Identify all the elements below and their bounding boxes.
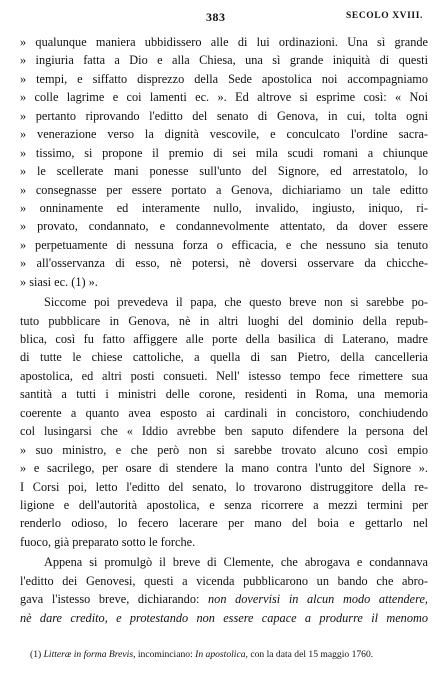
text-line: col lusingarsi che « Iddio avrebbe ben saputo difendere la persona del (20, 424, 428, 439)
text-line: » qualunque maniera ubbidissero alle di lui ordinazioni. Una sì grande (20, 35, 428, 49)
text-line: di tutte le chiese cattoliche, a quella di san Pietro, della cancelleria (20, 350, 428, 365)
footnote-rest: , con la data del 15 maggio 1760. (245, 649, 374, 660)
body-text (20, 33, 428, 627)
text-line: renderlo odioso, lo fecero lacerare per mano del boia e gettarlo nel (20, 516, 428, 531)
text-line: » colle lagrime e coi lamenti ec. ». Ed altrove si esprime così: « Noi (20, 90, 428, 105)
footnote-incipit: In apostolica (195, 649, 246, 660)
text-line: coerente a quanto avea esposto ai cardinali in concistoro, conchiudendo (20, 405, 428, 420)
text-line: nè dare credito, e protestando non essere capace a produrre il menomo (20, 610, 428, 625)
text-line: tuto pubblicare in Genova, nè in altri luoghi del dominio della repub- (20, 313, 428, 328)
text-line: » all'osservanza di esso, nè potersi, nè doversi osservare da chicche- (20, 256, 428, 271)
text-fragment: gava l'istesso breve, dichiarando: (20, 592, 200, 607)
text-line: » pertanto riprovando l'editto del senato di Genova, in cui, tolta ogni (20, 108, 428, 123)
page-number: 383 (206, 10, 226, 24)
text-line-mixed (20, 590, 428, 608)
paragraph-first-line: Appena si promulgò il breve di Clemente, che abrogava e condannava (44, 555, 428, 570)
text-line: fuoco, già preparato sotto le forche. (20, 534, 196, 549)
running-head: SECOLO XVIII. (346, 11, 423, 21)
text-line: I Corsi poi, letto l'editto del senato, lo trovarono distruggitore della re- (20, 479, 428, 494)
footnote-title: Litteræ in forma Brevis (43, 649, 134, 660)
text-line: » onninamente ed interamente nullo, invalido, ingiusto, iniquo, ri- (20, 200, 428, 215)
paragraph-first-line: Siccome poi prevedeva il papa, che questo breve non si sarebbe po- (44, 295, 428, 310)
text-line: » le scellerate mani ponesse sull'unto del Signore, ed arrestatolo, lo (20, 164, 428, 179)
page-header (0, 10, 445, 26)
text-line: » provato, condannato, e condannevolmente attentato, da dover essere (20, 219, 428, 234)
text-line: ligione e dell'autorità apostolica, e senza ricorrere a mezzi termini per (20, 497, 428, 512)
text-line: apostolica, ed altri posti consueti. Nell' istesso tempo fece rimettere sua (20, 368, 428, 383)
text-line: » consegnasse per essere portato a Genova, dichiariamo un tale editto (20, 182, 428, 197)
text-line: » tissimo, si propone il premio di sei mila scudi romani a chiunque (20, 145, 428, 160)
footnote-middle: , incominciano: (133, 649, 193, 660)
text-line: » e sacrilego, per osare di stendere la mano contra l'unto del Signore ». (20, 461, 428, 476)
footnote-marker: (1) (30, 649, 42, 660)
text-line: l'editto dei Genovesi, questi a vicenda pubblicarono un bando che abro- (20, 573, 428, 588)
footnote (30, 649, 428, 661)
text-line: » siasi ec. (1) ». (20, 274, 98, 289)
text-line: » ingiuria fatta a Dio e alla Chiesa, una sì grande iniquità di questi (20, 53, 428, 68)
text-line: santità a tutti i ministri delle corone, residenti in Roma, una memoria (20, 387, 428, 402)
text-line: blica, così fu fatto affiggere alle porte della basilica di Laterano, madre (20, 332, 428, 346)
text-line: » venerazione verso la dignità vescovile, e conculcato l'ordine sacra- (20, 127, 428, 142)
text-line: » perpetuamente di nessuna forza o efficacia, e che nessuno sia tenuto (20, 237, 428, 252)
text-line: » tempi, e siffatto disprezzo della Sede apostolica noi accompagniamo (20, 71, 428, 86)
italic-fragment: non dovervisi in alcun modo attendere, (208, 592, 428, 607)
text-line: » suo ministro, e che però non si sarebbe trovato alcuno così empio (20, 442, 428, 457)
